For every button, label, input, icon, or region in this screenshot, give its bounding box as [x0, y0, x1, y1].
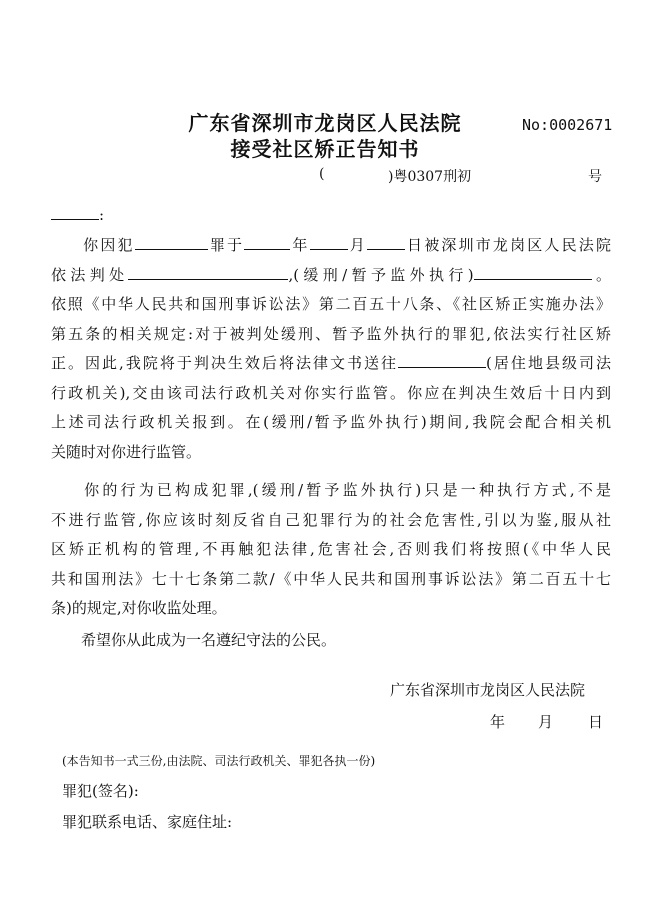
p1-s5: 日被深圳市龙岗区人民法院 — [404, 236, 611, 254]
paragraph-1 — [51, 231, 611, 467]
offender-contact-label: 罪犯联系电话、家庭住址: — [62, 813, 233, 831]
p1-line6: 行政机关),交由该司法行政机关对你实行监管。你应在判决生效后十日内到 — [51, 383, 611, 402]
day-blank — [367, 234, 405, 250]
p2-line2: 不进行监管,你应该时刻反省自己犯罪行为的社会危害性,引以为鉴,服从社 — [51, 510, 611, 529]
p2-line3: 区矫正机构的管理,不再触犯法律,危害社会,否则我们将按照(《中华人民 — [51, 540, 611, 558]
copies-note: (本告知书一式三份,由法院、司法行政机关、罪犯各执一份) — [62, 754, 376, 768]
term-blank — [474, 264, 592, 280]
sentence-blank — [128, 264, 288, 280]
case-number-suffix: 号 — [588, 169, 602, 185]
year-blank — [244, 234, 290, 250]
signature-day: 日 — [588, 713, 604, 731]
p2-line1: 你的行为已构成犯罪,(缓刑/暂予监外执行)只是一种执行方式,不是 — [81, 481, 611, 499]
p1-s3: 年 — [290, 236, 310, 254]
serial-number: No:0002671 — [522, 116, 613, 134]
p1-line5b: (居住地县级司法 — [486, 354, 611, 372]
signature-court: 广东省深圳市龙岗区人民法院 — [390, 681, 586, 699]
p1-s4: 月 — [347, 236, 367, 254]
p1-s6: 依法判处 — [51, 265, 129, 284]
paragraph-3: 希望你从此成为一名遵纪守法的公民。 — [81, 631, 337, 649]
p1-line7: 上述司法行政机关报到。在(缓刑/暂予监外执行)期间,我院会配合相关机 — [51, 413, 611, 431]
offender-signature-label: 罪犯(签名): — [62, 782, 139, 800]
crime-blank — [135, 234, 208, 250]
p1-s7: ,(缓刑/暂予监外执行) — [288, 265, 474, 284]
p1-line3: 依照《中华人民共和国刑事诉讼法》第二百五十八条、《社区矫正实施办法》 — [51, 295, 611, 313]
month-blank — [310, 234, 348, 250]
p1-line5a: 正。因此,我院将于判决生效后将法律文书送往 — [51, 354, 399, 372]
p2-line4: 共和国刑法》七十七条第二款/《中华人民共和国刑事诉讼法》第二百五十七 — [51, 569, 611, 588]
document-title: 接受社区矫正告知书 — [230, 137, 420, 161]
signature-month: 月 — [538, 713, 554, 731]
p1-s8: 。 — [591, 265, 611, 284]
recipient-blank — [51, 204, 99, 220]
signature-year: 年 — [490, 713, 506, 731]
p1-line1 — [51, 231, 611, 261]
p1-line5 — [51, 349, 611, 379]
p2-line5: 条)的规定,对你收监处理。 — [51, 599, 227, 617]
court-title: 广东省深圳市龙岗区人民法院 — [188, 111, 462, 135]
paragraph-2 — [51, 476, 611, 624]
case-number-open: ( — [319, 166, 325, 182]
agency-blank — [398, 352, 486, 368]
p1-line2 — [51, 261, 611, 291]
case-number: )粤0307刑初 — [388, 169, 472, 185]
salutation-colon: : — [99, 206, 105, 224]
salutation — [51, 201, 611, 231]
p1-s1: 你因犯 — [81, 236, 135, 254]
p1-line8: 关随时对你进行监管。 — [51, 442, 202, 461]
p1-line4: 第五条的相关规定:对于被判处缓刑、暂予监外执行的罪犯,依法实行社区矫 — [51, 324, 611, 343]
p1-s2: 罪于 — [207, 236, 245, 254]
